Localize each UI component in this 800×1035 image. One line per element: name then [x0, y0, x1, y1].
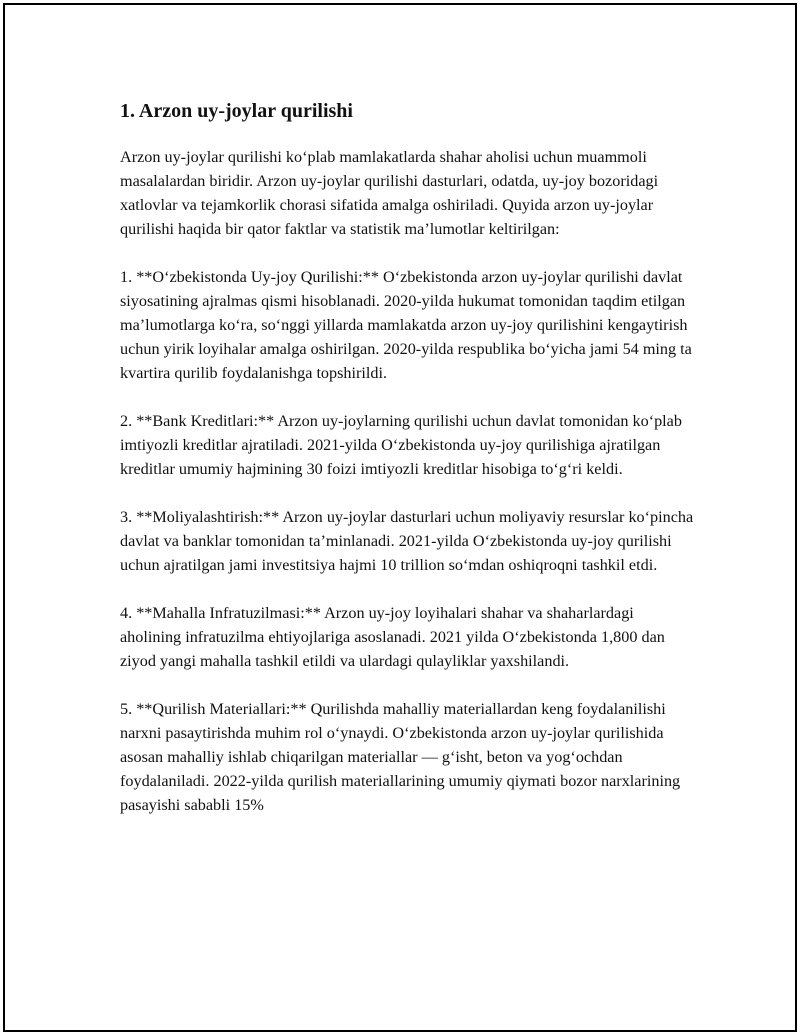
list-item-bank-kreditlari: 2. **Bank Kreditlari:** Arzon uy-joylarning qurilishi uchun davlat tomonidan ko‘plab imtiyozli kreditlar ajratiladi. 2021-yilda O‘zbekistonda uy-joy qurilishiga ajratilgan kreditlar umumiy hajmining 30 foizi imtiyozli kreditlar hisobiga to‘g‘ri keldi. — [120, 412, 682, 478]
page-frame — [3, 3, 797, 1032]
intro-paragraph: Arzon uy-joylar qurilishi ko‘plab mamlakatlarda shahar aholisi uchun muammoli masalalardan biridir. Arzon uy-joylar qurilishi dasturlari, odatda, uy-joy bozoridagi xatlovlar va tejamkorlik chorasi sifatida amalga oshiriladi. Quyida arzon uy-joylar qurilishi haqida bir qator faktlar va statistik ma’lumotlar keltirilgan: — [120, 148, 659, 238]
list-item-uy-joy-qurilishi: 1. **O‘zbekistonda Uy-joy Qurilishi:** O‘zbekistonda arzon uy-joylar qurilishi davlat siyosatining ajralmas qismi hisoblanadi. 2020-yilda hukumat tomonidan taqdim etilgan ma’lumotlarga ko‘ra, so‘nggi yillarda mamlakatda arzon uy-joy qurilishini kengaytirish uchun yirik loyihalar amalga oshirilgan. 2020-yilda respublika bo‘yicha jami 54 ming ta kvartira qurilib foydalanishga topshirildi. — [120, 268, 692, 382]
list-item-mahalla-infratuzilmasi: 4. **Mahalla Infratuzilmasi:** Arzon uy-joy loyihalari shahar va shaharlardagi aholining infratuzilma ehtiyojlariga asoslanadi. 2021 yilda O‘zbekistonda 1,800 dan ziyod yangi mahalla tashkil etildi va ulardagi qulayliklar yaxshilandi. — [120, 604, 665, 670]
list-item-moliyalashtirish: 3. **Moliyalashtirish:** Arzon uy-joylar dasturlari uchun moliyaviy resurslar ko‘pincha davlat va banklar tomonidan ta’minlanadi. 2021-yilda O‘zbekistonda uy-joy qurilishi uchun ajratilgan jami investitsiya hajmi 10 trillion so‘mdan oshiqroqni tashkil etdi. — [120, 508, 694, 574]
section-title: 1. Arzon uy-joylar qurilishi — [120, 100, 353, 122]
list-item-qurilish-materiallari: 5. **Qurilish Materiallari:** Qurilishda mahalliy materiallardan keng foydalanilishi narxni pasaytirishda muhim rol o‘ynaydi. O‘zbekistonda arzon uy-joylar qurilishida asosan mahalliy ishlab chiqarilgan materiallar — g‘isht, beton va yog‘ochdan foydalaniladi. 2022-yilda qurilish materiallarining umumiy qiymati bozor narxlarining pasayishi sababli 15% — [120, 700, 681, 814]
document-body — [120, 91, 695, 841]
